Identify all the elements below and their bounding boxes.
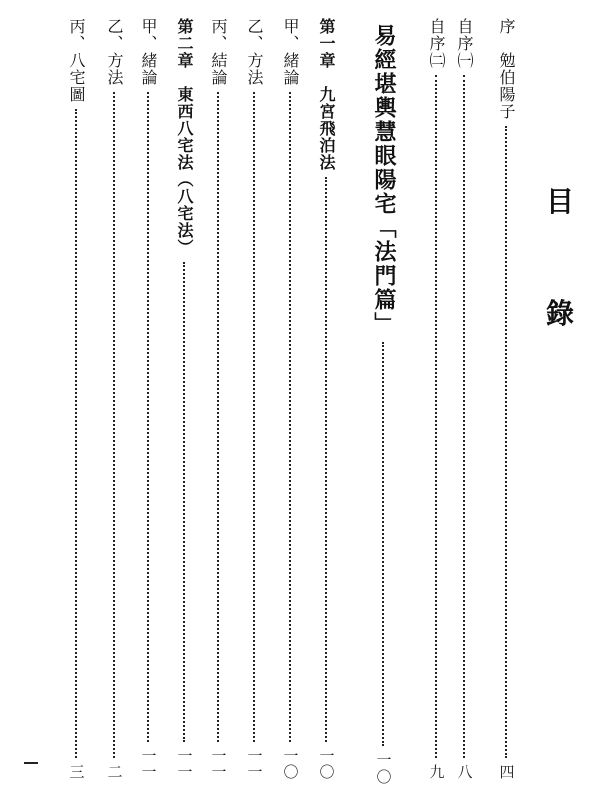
toc-entry[interactable]: [498, 18, 514, 780]
leader-dots: [289, 92, 291, 742]
toc-entry[interactable]: [372, 24, 394, 786]
toc-entry-label: 丙、八宅圖: [67, 18, 86, 103]
toc-entry-page: 一〇: [374, 752, 393, 786]
toc-entry[interactable]: [246, 18, 262, 780]
toc-entry[interactable]: [68, 18, 84, 780]
toc-entry-page: 三: [67, 764, 86, 780]
leader-dots: [113, 92, 115, 758]
leader-dots: [382, 342, 384, 746]
toc-entry-label: 丙、結論: [209, 18, 228, 86]
toc-entry-page: 一〇: [281, 748, 300, 780]
leader-dots: [505, 126, 507, 758]
toc-entry-label: 第一章 九宮飛泊法: [317, 18, 336, 171]
toc-entry-label: 第二章 東西八宅法（八宅法）: [175, 18, 194, 256]
toc-entry-page: 一一: [175, 748, 194, 780]
toc-entry-page: 一一: [209, 748, 228, 780]
toc-title-char-1: 目: [546, 185, 575, 218]
toc-entry[interactable]: [282, 18, 298, 780]
page-marker: [24, 762, 38, 764]
toc-entry-label: 甲、緒論: [139, 18, 158, 86]
toc-entry-label: 甲、緒論: [281, 18, 300, 86]
toc-entry[interactable]: [140, 18, 156, 780]
toc-entry-label: 自序㈠: [455, 18, 474, 69]
toc-entry-label: 易經堪輿慧眼陽宅「法門篇」: [371, 24, 396, 336]
toc-entry-page: 一一: [245, 748, 264, 780]
toc-entry-page: 四: [497, 764, 516, 780]
toc-entry[interactable]: [456, 18, 472, 780]
toc-entry[interactable]: [318, 18, 334, 780]
toc-entry[interactable]: [106, 18, 122, 780]
leader-dots: [435, 75, 437, 758]
toc-entry-page: 九: [427, 764, 446, 780]
leader-dots: [463, 75, 465, 758]
toc-entry-page: 一〇: [317, 748, 336, 780]
toc-entry-page: 二: [105, 764, 124, 780]
toc-entry[interactable]: [210, 18, 226, 780]
leader-dots: [217, 92, 219, 742]
leader-dots: [253, 92, 255, 742]
toc-entry-label: 乙、方法: [245, 18, 264, 86]
toc-title-char-2: 錄: [546, 297, 575, 330]
leader-dots: [147, 92, 149, 742]
toc-entry-page: 八: [455, 764, 474, 780]
leader-dots: [75, 109, 77, 758]
toc-entry-label: 自序㈡: [427, 18, 446, 69]
toc-entry-label: 序 勉伯陽子: [497, 18, 516, 120]
toc-entry[interactable]: [428, 18, 444, 780]
toc-entry-page: 一一: [139, 748, 158, 780]
leader-dots: [183, 262, 185, 742]
leader-dots: [325, 177, 327, 742]
toc-entry[interactable]: [176, 18, 192, 780]
toc-entry-label: 乙、方法: [105, 18, 124, 86]
